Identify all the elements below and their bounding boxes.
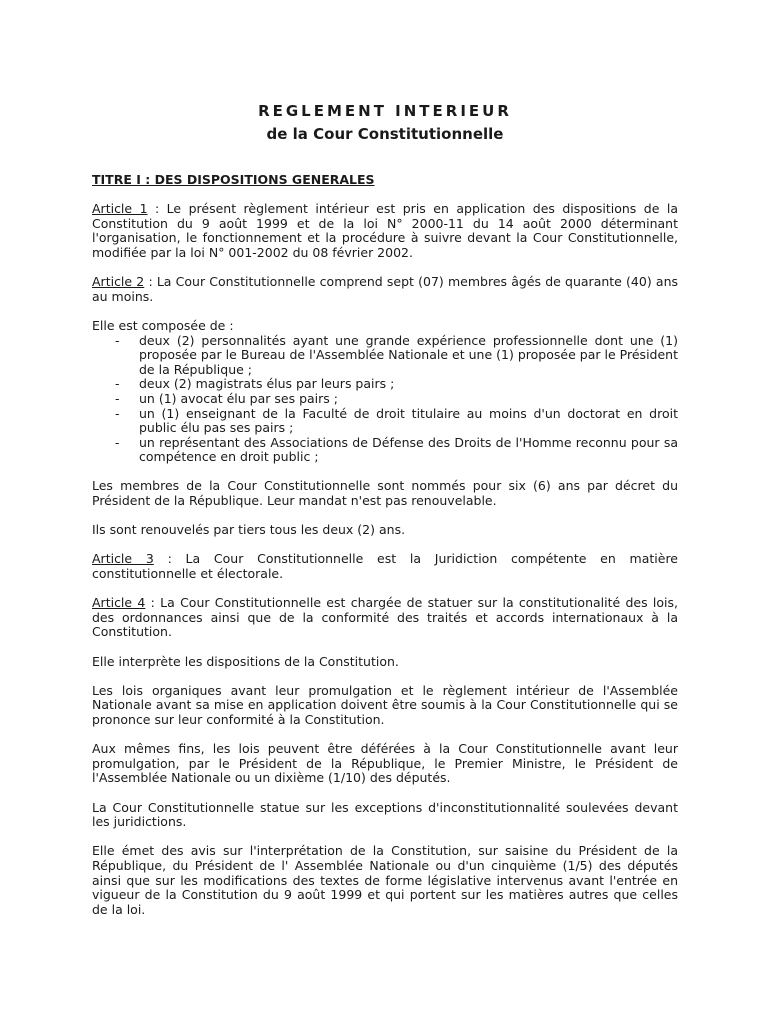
- list-item: - deux (2) personnalités ayant une grande expérience professionnelle dont une (1) proposée par le Bureau de l'Assemblée Nationale et une (1) proposée par le Président de la République ;: [92, 334, 678, 378]
- document-body: [92, 101, 678, 917]
- interpret-paragraph: Elle interprète les dispositions de la Constitution.: [92, 653, 399, 669]
- title-line-1: REGLEMENT INTERIEUR: [258, 102, 512, 120]
- article-2-text: : La Cour Constitutionnelle comprend sept (07) membres âgés de quarante (40) ans au moins.: [92, 274, 678, 304]
- title-line-2: de la Cour Constitutionnelle: [266, 125, 504, 143]
- article-3-text: : La Cour Constitutionnelle est la Juridiction compétente en matière constitutionnelle et électorale.: [92, 551, 678, 582]
- list-item: - un (1) avocat élu par ses pairs ;: [92, 392, 678, 407]
- organic-laws-paragraph: Les lois organiques avant leur promulgation et le règlement intérieur de l'Assemblée Nationale avant sa mise en application doivent être soumis à la Cour Constitutionnelle qui se prononce sur leur conformité à la Constitution.: [92, 682, 678, 727]
- article-4: [92, 596, 678, 640]
- article-1-label: Article 1: [92, 201, 148, 217]
- section-title: TITRE I : DES DISPOSITIONS GENERALES: [92, 172, 375, 187]
- same-ends-paragraph: Aux mêmes fins, les lois peuvent être déférées à la Cour Constitutionnelle avant leur promulgation, par le Président de la République, le Premier Ministre, le Président de l'Assemblée Nationale ou un dixième (1/10) des députés.: [92, 741, 678, 786]
- article-1-text: : Le présent règlement intérieur est pris en application des dispositions de la Constitution du 9 août 1999 et de la loi N° 2000-11 du 14 août 2000 déterminant l'organisation, le fonctionnement et la procédure à suivre devant la Cour Constitutionnelle, modifiée par la loi N° 001-2002 du 08 février 2002.: [92, 201, 679, 260]
- list-item: - un (1) enseignant de la Faculté de droit titulaire au moins d'un doctorat en droit public élu pas ses pairs ;: [92, 407, 678, 436]
- article-4-text: : La Cour Constitutionnelle est chargée de statuer sur la constitutionalité des lois, des ordonnances ainsi que de la conformité des traités et accords internationaux à la Constitution.: [92, 595, 678, 640]
- composition-intro: Elle est composée de :: [92, 317, 234, 333]
- nomination-paragraph: Les membres de la Cour Constitutionnelle sont nommés pour six (6) ans par décret du Président de la République. Leur mandat n'est pas renouvelable.: [92, 478, 678, 509]
- exceptions-paragraph: La Cour Constitutionnelle statue sur les exceptions d'inconstitutionnalité soulevées devant les juridictions.: [92, 799, 678, 830]
- article-3-label: Article 3: [92, 551, 154, 567]
- article-4-label: Article 4: [92, 595, 146, 611]
- article-2-label: Article 2: [92, 274, 145, 290]
- members-list: [92, 334, 678, 465]
- article-3: [92, 552, 678, 581]
- article-2: [92, 275, 678, 304]
- opinions-paragraph: Elle émet des avis sur l'interprétation de la Constitution, sur saisine du Président de la République, du Président de l' Assemblée Nationale ou d'un cinquième (1/5) des députés ainsi que sur les modifications des textes de forme législative intervenus avant l'entrée en vigueur de la Constitution du 9 août 1999 et qui portent sur les matières autres que celles de la loi.: [92, 843, 678, 917]
- list-item: - deux (2) magistrats élus par leurs pairs ;: [92, 377, 678, 392]
- article-1: [92, 202, 678, 260]
- document-title: [92, 101, 678, 144]
- renewal-paragraph: Ils sont renouvelés par tiers tous les deux (2) ans.: [92, 522, 406, 538]
- list-item: - un représentant des Associations de Défense des Droits de l'Homme reconnu pour sa compétence en droit public ;: [92, 436, 678, 465]
